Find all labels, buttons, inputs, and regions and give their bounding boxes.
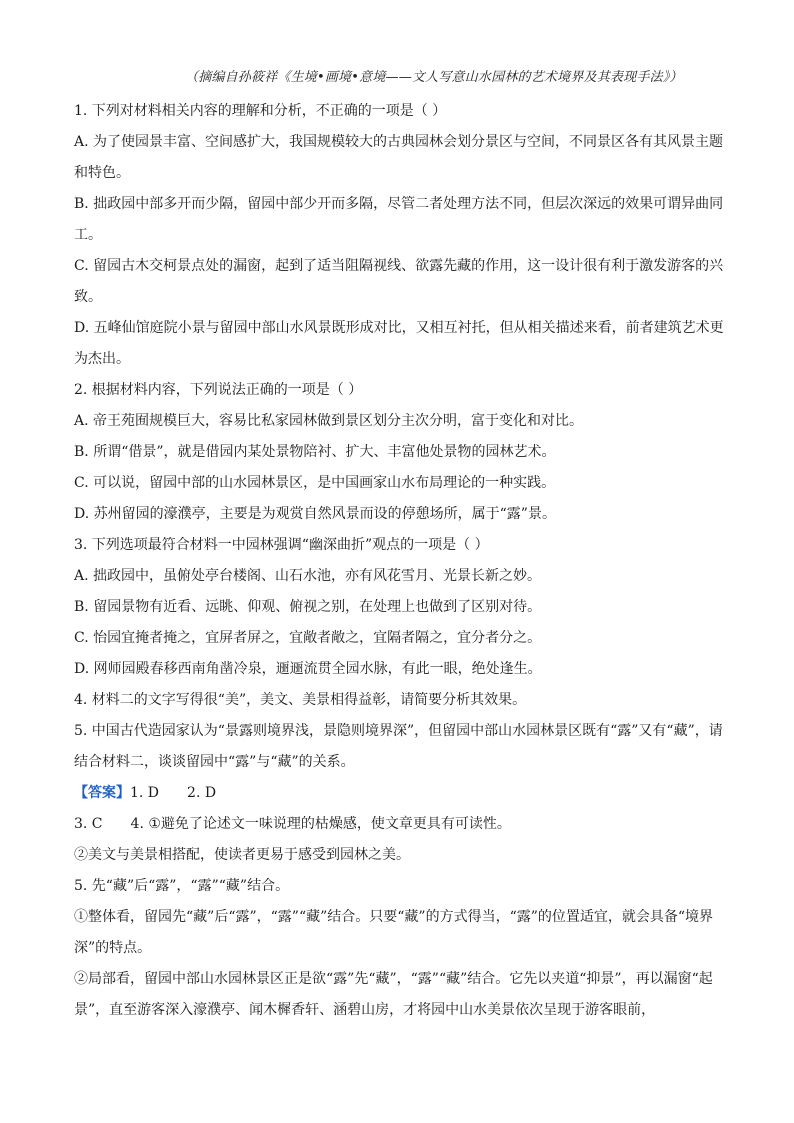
question-2-option-b: B. 所谓“借景”，就是借园内某处景物陪衬、扩大、丰富他处景物的园林艺术。 [74,444,556,460]
answer-3: 3. C [74,816,103,832]
answer-1: 1. D [130,785,160,801]
source-citation: （摘编自孙筱祥《生境•画境•意境——文人写意山水园林的艺术境界及其表现手法》） [185,70,683,85]
answer-2: 2. D [187,785,217,801]
question-3-option-d: D. 网师园殿春移西南角凿冷泉，逦逦流贯全园水脉，有此一眼，绝处逢生。 [74,661,542,677]
answer-4-part-2: ②美文与美景相搭配，使读者更易于感受到园林之美。 [74,847,410,863]
answer-5-summary: 5. 先“藏”后“露”，“露”“藏”结合。 [74,878,290,894]
question-2-option-d: D. 苏州留园的濠濮亭，主要是为观赏自然风景而设的停憩场所，属于“露”景。 [74,506,556,522]
answer-label: 【答案】 [74,785,130,801]
answer-5-part-2: ②局部看，留园中部山水园林景区正是欲“露”先“藏”，“露”“藏”结合。它先以夹道“抑景”，再以漏窗“起景”，直至游客深入濠濮亭、闻木樨香轩、涵碧山房，才将园中山水美景依次呈现于游客眼前， [74,971,713,1018]
question-3-option-b: B. 留园景物有近看、远眺、仰观、俯视之别，在处理上也做到了区别对待。 [74,599,542,615]
answer-5-part-1: ①整体看，留园先“藏”后“露”，“露”“藏”结合。只要“藏”的方式得当，“露”的位置适宜，就会具备“境界深”的特点。 [74,909,714,956]
answer-line-1 [74,778,724,809]
answer-line-2 [74,809,724,840]
question-content [74,96,724,1026]
question-2-option-a: A. 帝王苑囿规模巨大，容易比私家园林做到景区划分主次分明，富于变化和对比。 [74,413,584,429]
question-3-stem: 3. 下列选项最符合材料一中园林强调“幽深曲折”观点的一项是（ ） [74,537,489,553]
question-1-stem: 1. 下列对材料相关内容的理解和分析，不正确的一项是（ ） [74,103,447,119]
question-2-stem: 2. 根据材料内容，下列说法正确的一项是（ ） [74,382,363,398]
question-1-option-d: D. 五峰仙馆庭院小景与留园中部山水风景既形成对比，又相互衬托，但从相关描述来看，前者建筑艺术更为杰出。 [74,320,724,367]
question-1-option-b: B. 拙政园中部多开而少隔，留园中部少开而多隔，尽管二者处理方法不同，但层次深远的效果可谓异曲同工。 [74,196,724,243]
question-2-option-c: C. 可以说，留园中部的山水园林景区，是中国画家山水布局理论的一种实践。 [74,475,556,491]
question-3-option-a: A. 拙政园中，虽俯处亭台楼阁、山石水池，亦有风花雪月、光景长新之妙。 [74,568,542,584]
question-1-option-c: C. 留园古木交柯景点处的漏窗，起到了适当阻隔视线、欲露先藏的作用，这一设计很有利于激发游客的兴致。 [74,258,724,305]
question-5-stem: 5. 中国古代造园家认为“景露则境界浅，景隐则境界深”，但留园中部山水园林景区既有“露”又有“藏”，请结合材料二，谈谈留园中“露”与“藏”的关系。 [74,723,723,770]
question-1-option-a: A. 为了使园景丰富、空间感扩大，我国规模较大的古典园林会划分景区与空间，不同景区各有其风景主题和特色。 [74,134,724,181]
answer-4-part-1: 4. ①避免了论述文一味说理的枯燥感，使文章更具有可读性。 [130,816,511,832]
question-3-option-c: C. 怡园宜掩者掩之，宜屏者屏之，宜敞者敞之，宜隔者隔之，宜分者分之。 [74,630,542,646]
question-4-stem: 4. 材料二的文字写得很“美”，美文、美景相得益彰，请简要分析其效果。 [74,692,527,708]
